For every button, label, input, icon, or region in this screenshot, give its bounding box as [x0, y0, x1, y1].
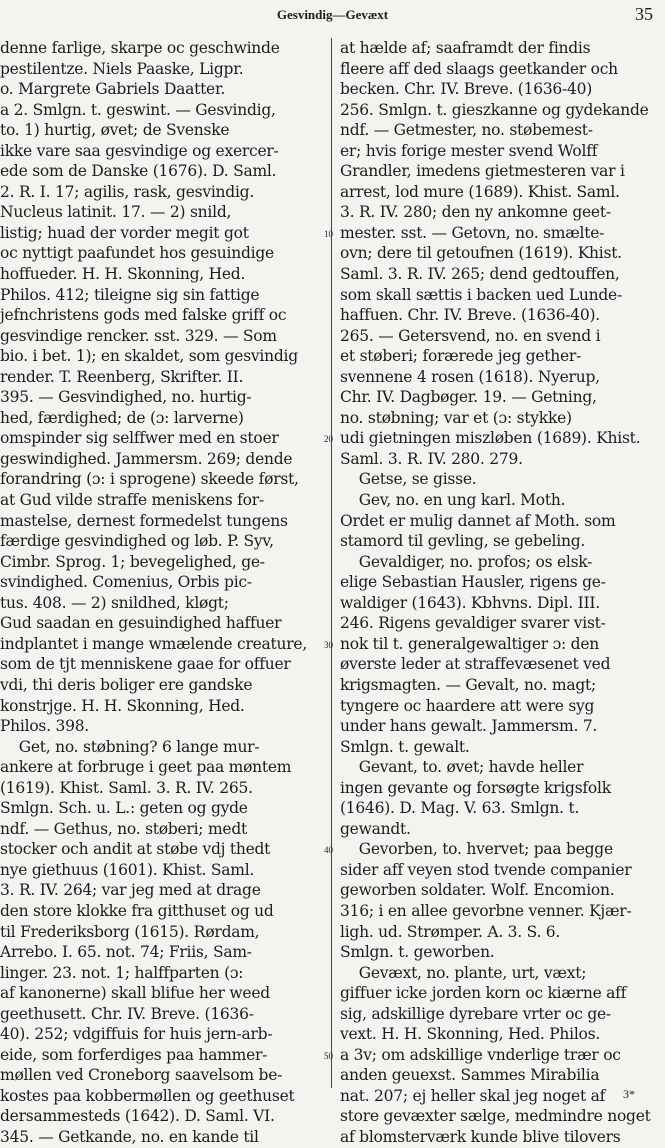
text-line: ovn; dere til getoufnen (1619). Khist.	[340, 244, 622, 263]
text-line: gesvindige rencker. sst. 329. — Som	[0, 326, 277, 345]
text-line: fleere aff ded slaags geetkander och	[340, 59, 618, 78]
text-line: svennene 4 rosen (1618). Nyerup,	[340, 367, 600, 386]
text-line: Smlgn. t. geworben.	[340, 943, 495, 962]
text-line: forandring (ɔ: i sprogene) skeede først,	[0, 470, 299, 489]
text-line: 265. — Getersvend, no. en svend i	[340, 326, 601, 345]
line-number: 30	[324, 639, 333, 650]
left-column	[0, 38, 318, 1148]
text-line: to. 1) hurtig, øvet; de Svenske	[0, 121, 230, 140]
text-line: o. Margrete Gabriels Daatter.	[0, 80, 226, 99]
text-line: Ordet er mulig dannet af Moth. som	[340, 511, 616, 530]
text-line: sig, adskillige dyrebare vrter oc ge-	[340, 1004, 611, 1023]
text-line: den store klokke fra gitthuset og ud	[0, 901, 274, 920]
text-line: ndf. — Gethus, no. støberi; medt	[0, 819, 247, 838]
text-line: færdige gesvindighed og løb. P. Syv,	[0, 532, 274, 551]
text-line: Philos. 412; tileigne sig sin fattige	[0, 285, 260, 304]
text-line: svindighed. Comenius, Orbis pic-	[0, 573, 252, 592]
text-line: mester. sst. — Getovn, no. smælte-	[340, 223, 605, 242]
running-title: Gesvindig—Gevæxt	[276, 7, 389, 22]
text-line: 316; i en allee gevorbne venner. Kjær-	[340, 901, 632, 920]
text-line: 40). 252; vdgiffuis for huis jern-arb-	[0, 1025, 273, 1044]
text-line: Saml. 3. R. IV. 280. 279.	[340, 449, 523, 468]
text-line: stamord til gevling, se gebeling.	[340, 532, 586, 551]
text-line: møllen ved Croneborg saavelsom be-	[0, 1066, 283, 1085]
text-line: store gevæxter sælge, medmindre noget	[340, 1107, 651, 1126]
text-line: pestilentze. Niels Paaske, Ligpr.	[0, 59, 244, 78]
text-line: a 3v; om adskillige vnderlige trær oc	[340, 1045, 621, 1064]
text-line: dersammesteds (1642). D. Saml. VI.	[0, 1107, 275, 1126]
text-line: Gevant, to. øvet; havde heller	[340, 758, 584, 777]
text-line: geworben soldater. Wolf. Encomion.	[340, 881, 615, 900]
text-line: eide, som forferdiges paa hammer-	[0, 1045, 268, 1064]
text-line: ndf. — Getmester, no. støbemest-	[340, 121, 593, 140]
text-line: tyngere oc haardere att were syg	[340, 696, 595, 715]
text-line: ikke vare saa gesvindige og exercer-	[0, 141, 279, 160]
text-line: et støberi; forærede jeg gether-	[340, 347, 582, 366]
text-line: render. T. Reenberg, Skrifter. II.	[0, 367, 244, 386]
line-number: 20	[324, 434, 333, 445]
text-line: ankere at forbruge i geet paa møntem	[0, 758, 292, 777]
text-line: Gevæxt, no. plante, urt, væxt;	[340, 963, 587, 982]
text-line: ede som de Danske (1676). D. Saml.	[0, 162, 277, 181]
text-line: denne farlige, skarpe oc geschwinde	[0, 39, 280, 57]
text-line: tus. 408. — 2) snildhed, kløgt;	[0, 593, 229, 612]
text-line: ingen gevante og forsøgte krigsfolk	[340, 778, 611, 797]
text-line: 395. — Gesvindighed, no. hurtig-	[0, 388, 252, 407]
text-line: Saml. 3. R. IV. 265; dend gedtouffen,	[340, 265, 620, 284]
text-line: bio. i bet. 1); en skaldet, som gesvindig	[0, 347, 298, 366]
text-line: under hans gewalt. Jammersm. 7.	[340, 717, 598, 736]
text-line: anden geuexst. Sammes Mirabilia	[340, 1066, 600, 1085]
text-line: giffuer icke jorden korn oc kiærne aff	[340, 984, 627, 1003]
line-number: 50	[324, 1050, 333, 1061]
text-line: hoffueder. H. H. Skonning, Hed.	[0, 265, 246, 284]
text-line: udi gietningen miszløben (1689). Khist.	[340, 429, 641, 448]
text-line: krigsmagten. — Gevalt, no. magt;	[340, 675, 596, 694]
text-line: Philos. 398.	[0, 717, 89, 736]
text-line: Smlgn. Sch. u. L.: geten og gyde	[0, 799, 248, 818]
text-line: listig; huad der vorder megit got	[0, 223, 249, 242]
text-line: 246. Rigens gevaldiger svarer vist-	[340, 614, 606, 633]
line-number: 40	[324, 845, 333, 856]
text-line: sider aff veyen stod tvende companier	[340, 860, 632, 879]
text-line: geswindighed. Jammersm. 269; dende	[0, 449, 293, 468]
right-column	[340, 38, 662, 1148]
text-line: becken. Chr. IV. Breve. (1636-40)	[340, 80, 593, 99]
text-line: omspinder sig selffwer med en stoer	[0, 429, 279, 448]
text-line: (1646). D. Mag. V. 63. Smlgn. t.	[340, 799, 580, 818]
text-line: 3. R. IV. 280; den ny ankomne geet-	[340, 203, 611, 222]
text-line: waldiger (1643). Kbhvns. Dipl. III.	[340, 593, 600, 612]
text-line: Chr. IV. Dagbøger. 19. — Getning,	[340, 388, 597, 407]
text-line: af kanonerne) skall blifue her weed	[0, 984, 270, 1003]
text-line: no. støbning; var et (ɔ: stykke)	[340, 408, 572, 427]
text-line: arrest, lod mure (1689). Khist. Saml.	[340, 182, 620, 201]
text-line: nok til t. generalgewaltiger ɔ: den	[340, 634, 599, 653]
text-line: (1619). Khist. Saml. 3. R. IV. 265.	[0, 778, 253, 797]
text-line: Gevaldiger, no. profos; os elsk-	[340, 552, 593, 571]
text-line: Grandler, imedens gietmesteren var i	[340, 162, 625, 181]
text-line: mastelse, dernest formedelst tungens	[0, 511, 288, 530]
text-line: Getse, se gisse.	[340, 470, 477, 489]
text-line: elige Sebastian Hausler, rigens ge-	[340, 573, 606, 592]
text-line: 345. — Getkande, no. en kande til	[0, 1127, 259, 1146]
text-line: at hælde af; saaframdt der findis	[340, 39, 591, 57]
text-line: af blomsterværk kunde blive tilovers	[340, 1127, 621, 1146]
signature-mark: 3*	[623, 1087, 635, 1101]
text-line: Nucleus latinit. 17. — 2) snild,	[0, 203, 232, 222]
text-line: haffuen. Chr. IV. Breve. (1636-40).	[340, 306, 600, 325]
text-line: til Frederiksborg (1615). Rørdam,	[0, 922, 260, 941]
text-line: Cimbr. Sprog. 1; bevegelighed, ge-	[0, 552, 265, 571]
text-line: konstrjge. H. H. Skonning, Hed.	[0, 696, 245, 715]
text-line: jefnchristens gods med falske griff oc	[0, 306, 287, 325]
text-line: geethusett. Chr. IV. Breve. (1636-	[0, 1004, 254, 1023]
text-line: Gevorben, to. hvervet; paa begge	[340, 840, 613, 859]
text-line: som de tjt menniskene gaae for offuer	[0, 655, 291, 674]
text-line: stocker och andit at støbe vdj thedt	[0, 840, 271, 859]
text-line: 2. R. I. 17; agilis, rask, gesvindig.	[0, 182, 255, 201]
text-line: Smlgn. t. gewalt.	[340, 737, 470, 756]
text-line: linger. 23. not. 1; halffparten (ɔ:	[0, 963, 244, 982]
text-line: øverste leder at straffevæsenet ved	[340, 655, 611, 674]
text-line: vext. H. H. Skonning, Hed. Philos.	[340, 1025, 601, 1044]
text-line: Get, no. støbning? 6 lange mur-	[0, 737, 260, 756]
text-line: Gev, no. en ung karl. Moth.	[340, 491, 566, 510]
text-line: nye giethuus (1601). Khist. Saml.	[0, 860, 255, 879]
page-header	[0, 0, 665, 30]
text-line: er; hvis forige mester svend Wolff	[340, 141, 598, 160]
text-line: 3. R. IV. 264; var jeg med at drage	[0, 881, 261, 900]
text-line: oc nyttigt paafundet hos gesuindige	[0, 244, 274, 263]
text-line: kostes paa kobbermøllen og geethuset	[0, 1086, 295, 1105]
text-line: at Gud vilde straffe meniskens for-	[0, 491, 264, 510]
text-line: som skall sættis i backen ued Lunde-	[340, 285, 622, 304]
column-divider	[331, 38, 332, 1088]
text-line: nat. 207; ej heller skal jeg noget af	[340, 1086, 606, 1105]
page-number: 35	[635, 4, 653, 24]
text-line: gewandt.	[340, 819, 411, 838]
text-line: vdi, thi deris boliger ere gandske	[0, 675, 253, 694]
text-line: ligh. ud. Strømper. A. 3. S. 6.	[340, 922, 561, 941]
text-line: 256. Smlgn. t. gieszkanne og gydekande	[340, 100, 649, 119]
text-line: a 2. Smlgn. t. geswint. — Gesvindig,	[0, 100, 276, 119]
text-line: Arrebo. I. 65. not. 74; Friis, Sam-	[0, 943, 252, 962]
text-line: Gud saadan en gesuindighed haffuer	[0, 614, 282, 633]
line-number: 10	[324, 228, 333, 239]
text-line: hed, færdighed; de (ɔ: larverne)	[0, 408, 244, 427]
text-line: indplantet i mange wmælende creature,	[0, 634, 307, 653]
